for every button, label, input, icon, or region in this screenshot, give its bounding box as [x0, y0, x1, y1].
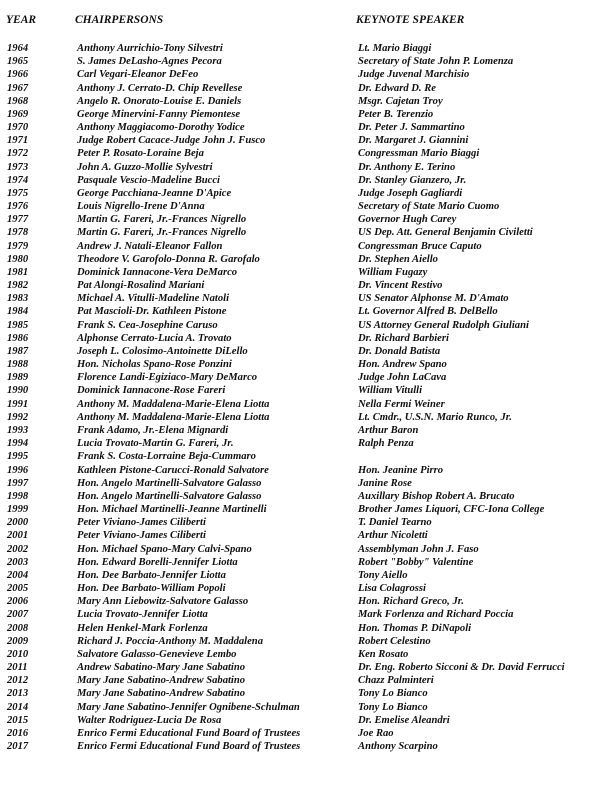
year-cell: 1965	[7, 56, 29, 68]
table-row	[0, 714, 596, 727]
table-row	[0, 174, 596, 187]
keynote-speaker-cell: Lt. Mario Biaggi	[358, 43, 432, 54]
table-row	[0, 582, 596, 595]
keynote-speaker-cell: Dr. Stanley Gianzero, Jr.	[358, 174, 467, 186]
year-cell: 2005	[7, 583, 29, 595]
chairpersons-cell: Pat Alongi-Rosalind Mariani	[77, 280, 205, 292]
year-cell: 2003	[7, 556, 29, 568]
keynote-speaker-cell: Joe Rao	[358, 727, 394, 739]
year-cell: 2012	[7, 675, 29, 687]
table-row	[0, 569, 596, 582]
chairpersons-cell: Salvatore Galasso-Genevieve Lembo	[77, 648, 237, 660]
year-cell: 1999	[7, 504, 29, 516]
keynote-speaker-cell: Hon. Andrew Spano	[358, 359, 447, 371]
table-row	[0, 253, 596, 266]
keynote-speaker-cell: Brother James Liquori, CFC-Iona College	[358, 504, 545, 516]
keynote-speaker-cell: Janine Rose	[358, 477, 412, 489]
year-cell: 1967	[7, 82, 29, 94]
chairpersons-cell: Anthony M. Maddalena-Marie-Elena Liotta	[77, 398, 270, 410]
chairpersons-cell: Mary Jane Sabatino-Andrew Sabatino	[77, 688, 246, 700]
keynote-speaker-cell: Arthur Nicoletti	[358, 530, 428, 542]
keynote-speaker-cell: Dr. Edward D. Re	[358, 82, 436, 94]
year-cell: 1991	[7, 398, 29, 410]
keynote-speaker-cell: Tony Lo Bianco	[358, 701, 428, 713]
year-cell: 1968	[7, 95, 29, 107]
chairpersons-cell: Walter Rodriguez-Lucia De Rosa	[77, 714, 222, 726]
table-row	[0, 464, 596, 477]
year-cell: 2014	[7, 701, 29, 713]
keynote-speaker-cell: Ken Rosato	[358, 648, 409, 660]
keynote-speaker-cell: Dr. Emelise Aleandri	[358, 714, 450, 726]
year-cell: 2004	[7, 569, 29, 581]
table-row	[0, 529, 596, 542]
table-row	[0, 55, 596, 68]
chairpersons-cell: Anthony Maggiacomo-Dorothy Yodice	[77, 122, 245, 134]
chairpersons-cell: Mary Ann Liebowitz-Salvatore Galasso	[77, 596, 249, 608]
table-body	[0, 42, 596, 753]
table-row	[0, 701, 596, 714]
year-cell: 2013	[7, 688, 29, 700]
year-cell: 2008	[7, 622, 29, 634]
chairpersons-cell: Peter Viviano-James Ciliberti	[77, 517, 206, 529]
keynote-speaker-cell: Judge Joseph Gagliardi	[358, 187, 463, 199]
table-row	[0, 187, 596, 200]
year-cell: 2016	[7, 727, 29, 739]
table-row	[0, 213, 596, 226]
table-row	[0, 556, 596, 569]
chairpersons-cell: Hon. Nicholas Spano-Rose Ponzini	[77, 359, 232, 371]
year-cell: 1978	[7, 227, 29, 239]
keynote-speaker-column-header: KEYNOTE SPEAKER	[356, 14, 465, 26]
year-cell: 1974	[7, 174, 29, 186]
year-cell: 1971	[7, 135, 29, 147]
chairpersons-cell: Peter Viviano-James Ciliberti	[77, 530, 206, 542]
year-cell: 1988	[7, 359, 29, 371]
year-cell: 1966	[7, 69, 29, 81]
keynote-speaker-cell: T. Daniel Tearno	[358, 517, 432, 529]
year-cell: 1983	[7, 293, 29, 305]
keynote-speaker-cell: Assemblyman John J. Faso	[358, 543, 479, 555]
keynote-speaker-cell: Arthur Baron	[358, 424, 419, 436]
year-cell: 2017	[7, 741, 29, 753]
year-cell: 1989	[7, 372, 29, 384]
year-cell: 1970	[7, 122, 29, 134]
year-cell: 2009	[7, 635, 29, 647]
keynote-speaker-cell: Hon. Richard Greco, Jr.	[358, 596, 464, 608]
chairpersons-cell: Florence Landi-Egiziaco-Mary DeMarco	[77, 372, 258, 384]
year-cell: 1994	[7, 438, 29, 450]
chairpersons-cell: Alphonse Cerrato-Lucia A. Trovato	[77, 332, 232, 344]
keynote-speaker-cell: Tony Lo Bianco	[358, 688, 428, 700]
table-row	[0, 398, 596, 411]
table-row	[0, 490, 596, 503]
keynote-speaker-cell: Hon. Thomas P. DiNapoli	[358, 622, 472, 634]
keynote-speaker-cell: US Dep. Att. General Benjamin Civiletti	[358, 227, 533, 239]
chairpersons-column-header: CHAIRPERSONS	[75, 14, 164, 26]
table-row	[0, 371, 596, 384]
keynote-speaker-cell: Secretary of State Mario Cuomo	[358, 201, 500, 213]
year-cell: 1987	[7, 345, 29, 357]
year-cell: 2006	[7, 596, 29, 608]
table-row	[0, 608, 596, 621]
table-row	[0, 319, 596, 332]
year-cell: 1972	[7, 148, 29, 160]
year-cell: 2002	[7, 543, 29, 555]
chairpersons-cell: Frank S. Cea-Josephine Caruso	[77, 319, 218, 331]
chairpersons-cell: George Pacchiana-Jeanne D'Apice	[77, 187, 232, 199]
chairpersons-cell: Kathleen Pistone-Carucci-Ronald Salvatore	[77, 464, 269, 476]
year-cell: 1997	[7, 477, 29, 489]
keynote-speaker-cell: Hon. Jeanine Pirro	[358, 464, 444, 476]
chairpersons-cell: Hon. Dee Barbato-William Popoli	[77, 583, 226, 595]
table-row	[0, 42, 596, 55]
chairpersons-cell: Enrico Fermi Educational Fund Board of Trustees	[77, 727, 301, 739]
table-row	[0, 266, 596, 279]
table-row	[0, 622, 596, 635]
chairpersons-cell: Helen Henkel-Mark Forlenza	[77, 622, 208, 634]
chairpersons-cell: Joseph L. Colosimo-Antoinette DiLello	[77, 345, 248, 357]
keynote-speaker-cell: Lt. Governor Alfred B. DelBello	[358, 306, 498, 318]
year-cell: 2011	[7, 662, 28, 674]
table-row	[0, 305, 596, 318]
keynote-speaker-cell: Judge John LaCava	[358, 372, 447, 384]
table-row	[0, 292, 596, 305]
table-row	[0, 477, 596, 490]
chairpersons-cell: Angelo R. Onorato-Louise E. Daniels	[77, 95, 242, 107]
chairpersons-cell: Peter P. Rosato-Loraine Beja	[77, 148, 204, 160]
year-cell: 2000	[7, 517, 29, 529]
chairpersons-cell: Pasquale Vescio-Madeline Bucci	[77, 174, 221, 186]
table-row	[0, 543, 596, 556]
keynote-speaker-cell: Dr. Peter J. Sammartino	[358, 122, 465, 134]
year-cell: 1976	[7, 201, 29, 213]
table-row	[0, 450, 596, 463]
chairpersons-cell: S. James DeLasho-Agnes Pecora	[77, 56, 222, 68]
chairpersons-cell: Mary Jane Sabatino-Andrew Sabatino	[77, 675, 246, 687]
chairpersons-cell: Mary Jane Sabatino-Jennifer Ognibene-Schulman	[77, 701, 300, 713]
keynote-speaker-cell: Auxillary Bishop Robert A. Brucato	[358, 490, 515, 502]
year-cell: 1980	[7, 253, 29, 265]
keynote-speaker-cell: Ralph Penza	[358, 438, 414, 450]
year-cell: 1975	[7, 187, 29, 199]
chairpersons-cell: Frank Adamo, Jr.-Elena Mignardi	[77, 424, 229, 436]
table-row	[0, 279, 596, 292]
keynote-speaker-cell: US Senator Alphonse M. D'Amato	[358, 293, 509, 305]
year-cell: 1981	[7, 266, 29, 278]
keynote-speaker-cell: William Vitulli	[358, 385, 423, 397]
chairpersons-cell: Enrico Fermi Educational Fund Board of Trustees	[77, 741, 301, 753]
year-cell: 1984	[7, 306, 29, 318]
chairpersons-cell: Anthony M. Maddalena-Marie-Elena Liotta	[77, 411, 270, 423]
chairpersons-cell: Dominick Iannacone-Rose Fareri	[77, 385, 226, 397]
year-cell: 1996	[7, 464, 29, 476]
chairpersons-cell: Andrew Sabatino-Mary Jane Sabatino	[77, 662, 246, 674]
table-row	[0, 674, 596, 687]
chairpersons-cell: Hon. Angelo Martinelli-Salvatore Galasso	[77, 490, 262, 502]
year-cell: 2010	[7, 648, 29, 660]
chairpersons-cell: Hon. Michael Spano-Mary Calvi-Spano	[77, 543, 252, 555]
chairpersons-cell: Anthony J. Cerrato-D. Chip Revellese	[77, 82, 243, 94]
table-row	[0, 134, 596, 147]
keynote-speaker-cell: Congressman Mario Biaggi	[358, 148, 480, 160]
table-row	[0, 503, 596, 516]
table-row	[0, 161, 596, 174]
year-cell: 1973	[7, 161, 29, 173]
keynote-speaker-cell: Congressman Bruce Caputo	[358, 240, 482, 252]
year-cell: 2007	[7, 609, 29, 621]
chairpersons-cell: Hon. Edward Borelli-Jennifer Liotta	[77, 556, 238, 568]
keynote-speaker-cell: Dr. Margaret J. Giannini	[358, 135, 469, 147]
chairpersons-cell: Richard J. Poccia-Anthony M. Maddalena	[77, 635, 263, 647]
chairpersons-cell: John A. Guzzo-Mollie Sylvestri	[77, 161, 213, 173]
table-row	[0, 740, 596, 753]
chairpersons-cell: Michael A. Vitulli-Madeline Natoli	[77, 293, 230, 305]
year-cell: 2015	[7, 714, 29, 726]
keynote-speaker-cell: Robert Celestino	[358, 635, 431, 647]
keynote-speaker-cell: Secretary of State John P. Lomenza	[358, 56, 514, 68]
table-row	[0, 121, 596, 134]
year-cell: 1986	[7, 332, 29, 344]
chairpersons-cell: Carl Vegari-Eleanor DeFeo	[77, 69, 199, 81]
chairpersons-cell: Judge Robert Cacace-Judge John J. Fusco	[77, 135, 266, 147]
year-cell: 1964	[7, 43, 29, 54]
keynote-speaker-cell: US Attorney General Rudolph Giuliani	[358, 319, 529, 331]
year-cell: 1979	[7, 240, 29, 252]
year-cell: 1998	[7, 490, 29, 502]
keynote-speaker-cell: Lt. Cmdr., U.S.N. Mario Runco, Jr.	[358, 411, 512, 423]
table-row	[0, 358, 596, 371]
table-row	[0, 82, 596, 95]
table-header	[0, 14, 596, 32]
year-cell: 1992	[7, 411, 29, 423]
keynote-speaker-cell: Judge Juvenal Marchisio	[358, 69, 470, 81]
keynote-speaker-cell: Msgr. Cajetan Troy	[358, 95, 443, 107]
chairpersons-cell: Hon. Angelo Martinelli-Salvatore Galasso	[77, 477, 262, 489]
table-row	[0, 68, 596, 81]
keynote-speaker-cell: Governor Hugh Carey	[358, 214, 457, 226]
chairpersons-cell: Theodore V. Garofolo-Donna R. Garofalo	[77, 253, 260, 265]
chairpersons-cell: Anthony Aurrichio-Tony Silvestri	[77, 43, 223, 54]
keynote-speaker-cell: Dr. Richard Barbieri	[358, 332, 449, 344]
keynote-speaker-cell: Nella Fermi Weiner	[358, 398, 445, 410]
chairpersons-cell: Louis Nigrello-Irene D'Anna	[77, 201, 205, 213]
table-row	[0, 332, 596, 345]
year-cell: 1990	[7, 385, 29, 397]
table-row	[0, 240, 596, 253]
year-cell: 1982	[7, 280, 29, 292]
keynote-speaker-cell: Dr. Eng. Roberto Sicconi & Dr. David Ferrucci	[358, 662, 565, 674]
table-row	[0, 437, 596, 450]
chairpersons-cell: Lucia Trovato-Jennifer Liotta	[77, 609, 208, 621]
chairpersons-cell: Frank S. Costa-Lorraine Beja-Cummaro	[77, 451, 256, 463]
keynote-speaker-cell: Dr. Vincent Restivo	[358, 280, 443, 292]
keynote-speaker-cell: Lisa Colagrossi	[358, 583, 426, 595]
chairpersons-cell: Lucia Trovato-Martin G. Fareri, Jr.	[77, 438, 234, 450]
chairpersons-cell: Martin G. Fareri, Jr.-Frances Nigrello	[77, 227, 247, 239]
table-row	[0, 687, 596, 700]
chairpersons-cell: Dominick Iannacone-Vera DeMarco	[77, 266, 238, 278]
keynote-speaker-cell: William Fugazy	[358, 266, 428, 278]
year-cell: 1969	[7, 108, 29, 120]
year-cell: 2001	[7, 530, 29, 542]
year-cell: 1993	[7, 424, 29, 436]
table-row	[0, 516, 596, 529]
keynote-speaker-cell: Chazz Palminteri	[358, 675, 434, 687]
table-row	[0, 147, 596, 160]
year-cell: 1985	[7, 319, 29, 331]
chairpersons-cell: Hon. Dee Barbato-Jennifer Liotta	[77, 569, 226, 581]
chairpersons-cell: Hon. Michael Martinelli-Jeanne Martinelli	[77, 504, 267, 516]
table-row	[0, 424, 596, 437]
chairpersons-cell: Andrew J. Natali-Eleanor Fallon	[77, 240, 223, 252]
keynote-speaker-cell: Dr. Stephen Aiello	[358, 253, 438, 265]
keynote-speaker-cell: Robert "Bobby" Valentine	[358, 556, 474, 568]
table-row	[0, 384, 596, 397]
keynote-speaker-cell: Anthony Scarpino	[358, 741, 438, 753]
keynote-speaker-cell: Dr. Donald Batista	[358, 345, 441, 357]
table-row	[0, 727, 596, 740]
table-row	[0, 108, 596, 121]
keynote-speaker-cell: Dr. Anthony E. Terino	[358, 161, 456, 173]
chairpersons-cell: George Minervini-Fanny Piemontese	[77, 108, 241, 120]
table-row	[0, 648, 596, 661]
keynote-speaker-cell: Peter B. Terenzio	[358, 108, 434, 120]
table-row	[0, 345, 596, 358]
table-row	[0, 226, 596, 239]
table-row	[0, 95, 596, 108]
chairpersons-cell: Pat Mascioli-Dr. Kathleen Pistone	[77, 306, 227, 318]
table-row	[0, 635, 596, 648]
table-row	[0, 595, 596, 608]
chairpersons-cell: Martin G. Fareri, Jr.-Frances Nigrello	[77, 214, 247, 226]
table-row	[0, 661, 596, 674]
year-cell: 1995	[7, 451, 29, 463]
table-row	[0, 200, 596, 213]
keynote-speaker-cell: Tony Aiello	[358, 569, 408, 581]
keynote-speaker-cell: Mark Forlenza and Richard Poccia	[358, 609, 514, 621]
year-cell: 1977	[7, 214, 29, 226]
year-column-header: YEAR	[6, 14, 37, 26]
table-row	[0, 411, 596, 424]
